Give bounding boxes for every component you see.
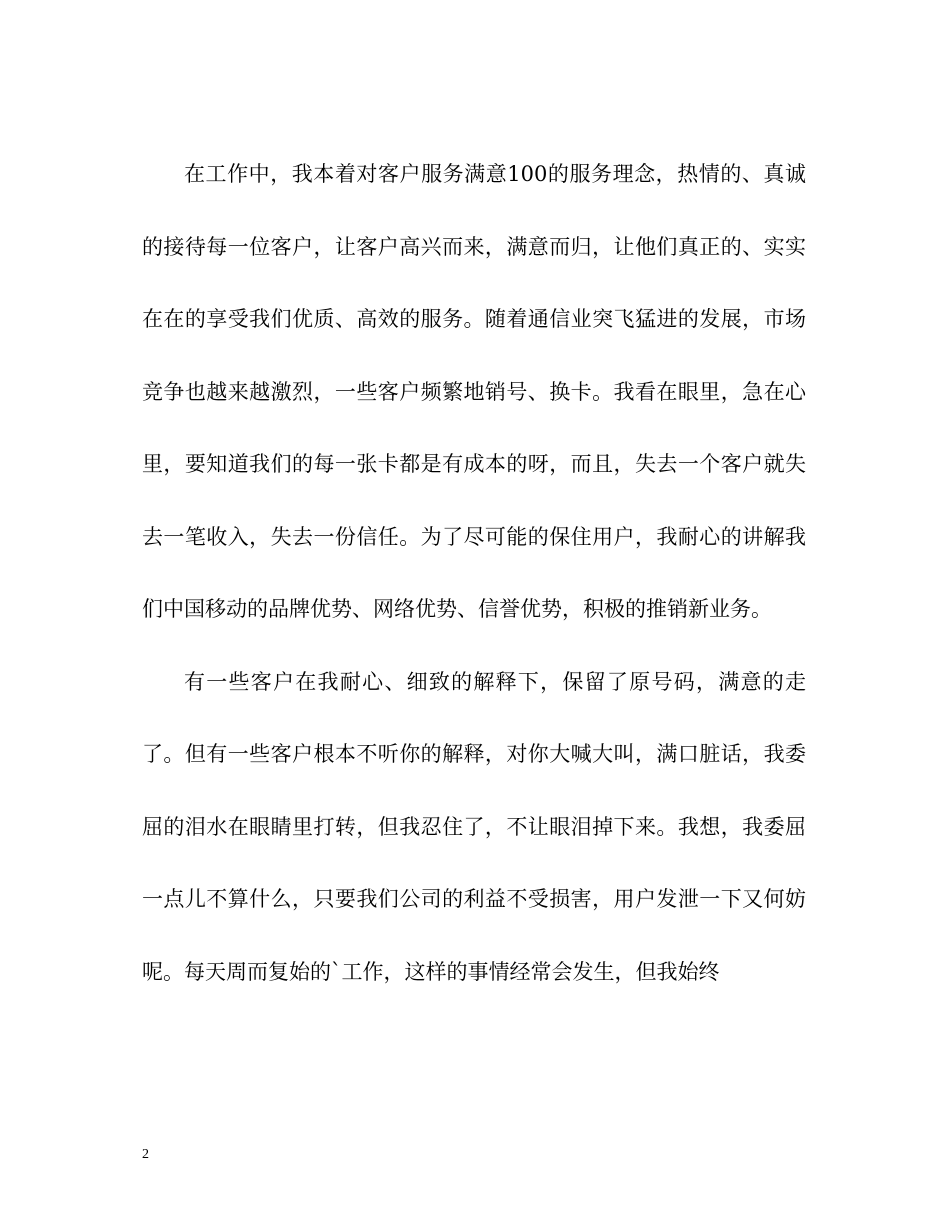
paragraph-2: 有一些客户在我耐心、细致的解释下，保留了原号码，满意的走了。但有一些客户根本不听你的解释，对你大喊大叫，满口脏话，我委屈的泪水在眼睛里打转，但我忍住了，不让眼泪掉下来。我想，我委屈一点儿不算什么，只要我们公司的利益不受损害，用户发泄一下又何妨呢。每天周而复始的`工作，这样的事情经常会发生，但我始终: [142, 669, 806, 984]
document-body: [142, 138, 806, 1008]
paragraph-1: 在工作中，我本着对客户服务满意100的服务理念，热情的、真诚的接待每一位客户，让客户高兴而来，满意而归，让他们真正的、实实在在的享受我们优质、高效的服务。随着通信业突飞猛进的发展，市场竞争也越来越激烈，一些客户频繁地销号、换卡。我看在眼里，急在心里，要知道我们的每一张卡都是有成本的呀，而且，失去一个客户就失去一笔收入，失去一份信任。为了尽可能的保住用户，我耐心的讲解我们中国移动的品牌优势、网络优势、信誉优势，积极的推销新业务。: [142, 162, 806, 621]
page-number: 2: [142, 1147, 149, 1162]
